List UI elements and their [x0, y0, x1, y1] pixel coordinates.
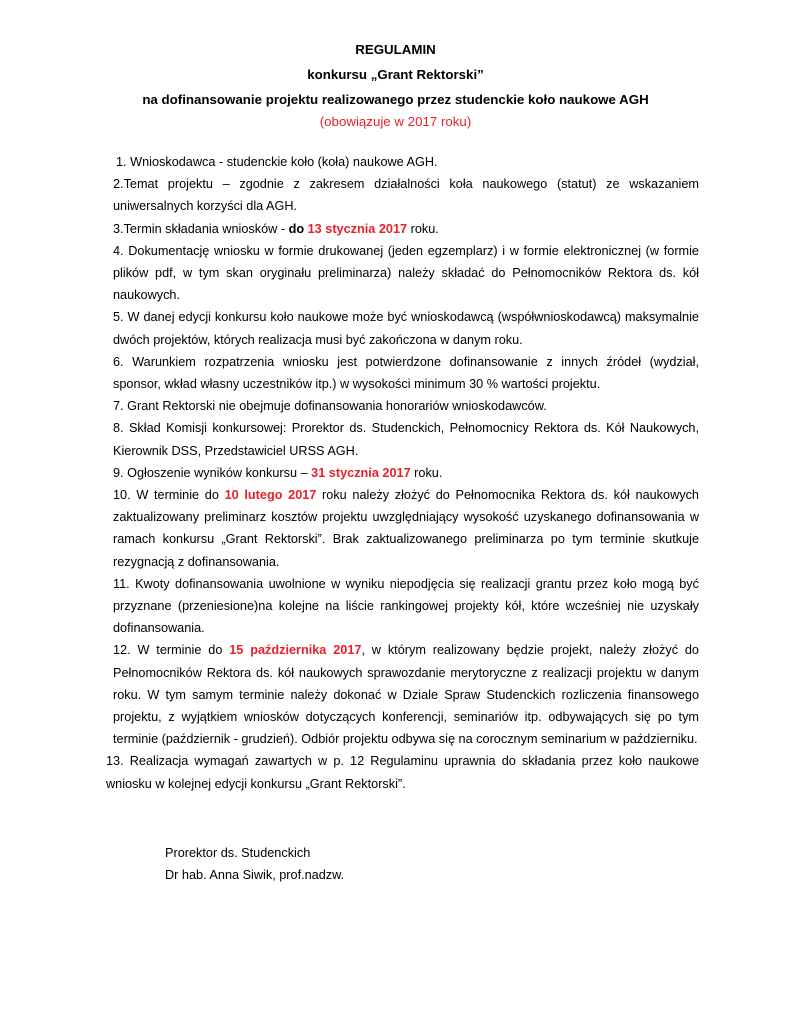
rule-12	[113, 639, 699, 750]
signature-role: Prorektor ds. Studenckich	[165, 846, 311, 860]
doc-subject: na dofinansowanie projektu realizowanego przez studenckie koło naukowe AGH	[142, 92, 649, 107]
rule-3-date: 13 stycznia 2017	[307, 221, 408, 236]
rule-8: 8. Skład Komisji konkursowej: Prorektor ds. Studenckich, Pełnomocnicy Rektora ds. Kół Naukowych, Kierownik DSS, Przedstawiciel URSS AGH.	[113, 421, 699, 458]
rule-3	[113, 218, 699, 240]
rule-6: 6. Warunkiem rozpatrzenia wniosku jest potwierdzone dofinansowanie z innych źródeł (wydział, sponsor, wkład własny uczestników itp.) w wysokości minimum 30 % wartości projektu.	[113, 354, 699, 392]
rule-10-text: 10. W terminie do	[113, 488, 225, 503]
rule-10	[113, 484, 699, 573]
doc-validity: (obowiązuje w 2017 roku)	[319, 114, 472, 129]
rule-3-text: 3.Termin składania wniosków -	[113, 221, 289, 236]
rule-2: 2.Temat projektu – zgodnie z zakresem działalności koła naukowego (statut) ze wskazaniem uniwersalnych korzyści dla AGH.	[113, 177, 699, 214]
rule-10-end: roku należy złożyć do Pełnomocnika Rektora ds. kół naukowych zaktualizowany preliminarz kosztów projektu uwzględniający wysokość uzyskanego dofinansowania w ramach konkursu „Grant Rektorski”. Brak zaktualizowanego preliminarza po tym terminie skutkuje rezygnacją z dofinansowania.	[113, 488, 699, 569]
rule-1: 1. Wnioskodawca - studenckie koło (koła) naukowe AGH.	[116, 155, 438, 169]
rule-10-date: 10 lutego 2017	[224, 488, 317, 503]
signature-name: Dr hab. Anna Siwik, prof.nadzw.	[165, 868, 345, 882]
doc-subtitle: konkursu „Grant Rektorski”	[307, 67, 484, 82]
rule-9-text: 9. Ogłoszenie wyników konkursu –	[113, 465, 312, 480]
rule-9-date: 31 stycznia 2017	[311, 465, 411, 480]
rule-11: 11. Kwoty dofinansowania uwolnione w wyniku niepodjęcia się realizacji grantu przez koło mogą być przyznane (przeniesione)na kolejne na liście rankingowej projekty kół, które wcześniej nie uzyskały dofinansowania.	[113, 576, 699, 636]
rule-9-end: roku.	[410, 465, 443, 480]
doc-title: REGULAMIN	[355, 42, 436, 57]
rule-3-end: roku.	[407, 221, 439, 236]
rule-5: 5. W danej edycji konkursu koło naukowe może być wnioskodawcą (współwnioskodawcą) maksymalnie dwóch projektów, których realizacja musi być zakończona w danym roku.	[113, 310, 699, 347]
rule-12-end: , w którym realizowany będzie projekt, należy złożyć do Pełnomocników Rektora ds. kół naukowych sprawozdanie merytoryczne z realizacji projektu w danym roku. W tym samym terminie należy dokonać w Dziale Spraw Studenckich rozliczenia finansowego projektu, z wyjątkiem wniosków dotyczących konferencji, seminariów itp. odbywających się po tym terminie (październik - grudzień). Odbiór projektu odbywa się na corocznym seminarium w październiku.	[113, 643, 699, 747]
rule-7: 7. Grant Rektorski nie obejmuje dofinansowania honorariów wnioskodawców.	[113, 399, 547, 414]
rule-3-do: do	[288, 221, 308, 236]
regulations-body	[106, 151, 699, 795]
rule-4: 4. Dokumentację wniosku w formie drukowanej (jeden egzemplarz) i w formie elektronicznej (w formie plików pdf, w tym skan oryginału preliminarza) należy składać do Pełnomocników Rektora ds. kół naukowych.	[113, 243, 699, 303]
rule-9	[113, 462, 699, 484]
rule-13: 13. Realizacja wymagań zawartych w p. 12 Regulaminu uprawnia do składania przez koło naukowe wniosku w kolejnej edycji konkursu „Grant Rektorski”.	[106, 754, 699, 791]
rule-12-date: 15 października 2017	[229, 643, 362, 658]
rule-12-text: 12. W terminie do	[113, 643, 230, 658]
